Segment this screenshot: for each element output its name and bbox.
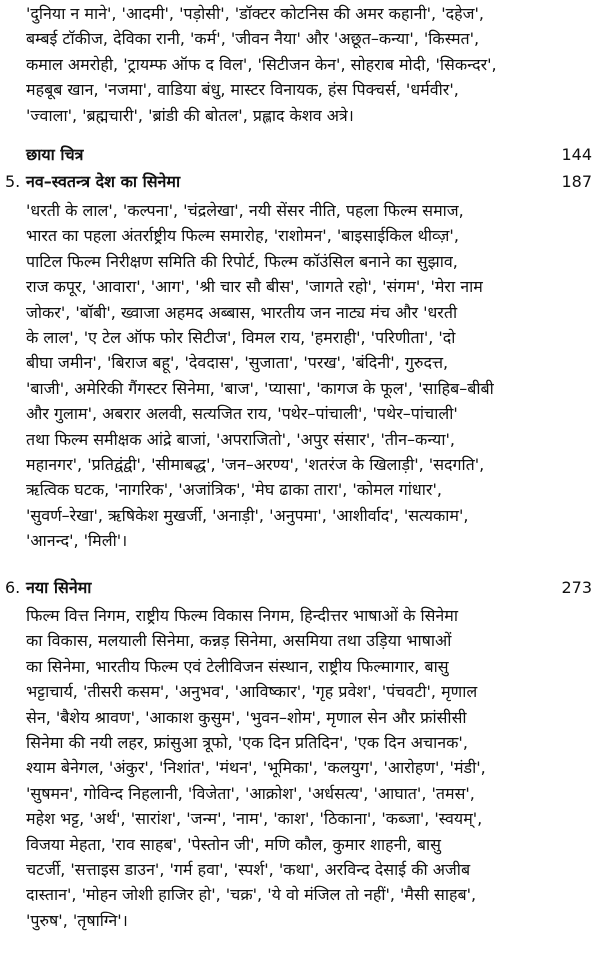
chapter-heading-6	[0, 576, 600, 600]
chapter-page-number: 187	[561, 172, 592, 191]
chapter-title: नव–स्वतन्त्र देश का सिनेमा	[26, 172, 181, 191]
chapter-6-body: फिल्म वित्त निगम, राष्ट्रीय फिल्म विकास निगम, हिन्दीत्तर भाषाओं के सिनेमा का विकास, मलयाली सिनेमा, कन्नड़ सिनेमा, असमिया तथा उड़िया भाषाओं का सिनेमा, भारतीय फिल्म एवं टेलीविजन संस्थान, राष्ट्रीय फिल्मागार, बासु भट्टाचार्य, 'तीसरी कसम', 'अनुभव', 'आविष्कार', 'गृह प्रवेश', 'पंचवटी', मृणाल सेन, 'बैशेय श्रावण', 'आकाश कुसुम', 'भुवन–शोम', मृणाल सेन और फ्रांसीसी सिनेमा की नयी लहर, फ्रांसुआ त्रूफो, 'एक दिन प्रतिदिन', 'एक दिन अचानक', श्याम बेनेगल, 'अंकुर', 'निशांत', 'मंथन', 'भूमिका', 'कलयुग', 'आरोहण', 'मंडी', 'सुषमन', गोविन्द निहलानी, 'विजेता', 'आक्रोश', 'अर्धसत्य', 'आघात', 'तमस', महेश भट्ट, 'अर्थ', 'सारांश', 'जन्म', 'नाम', 'काश', 'ठिकाना', 'कब्जा', 'स्वयम्', विजया मेहता, 'राव साहब', 'पेस्तोन जी', मणि कौल, कुमार शाहनी, बासु चटर्जी, 'सत्ताइस डाउन', 'गर्म हवा', 'स्पर्श', 'कथा', अरविन्द देसाई की अजीब दास्तान', 'मोहन जोशी हाजिर हो', 'चक्र', 'ये वो मंजिल तो नहीं', 'मैसी साहब', 'पुरुष', 'तृषाग्नि'।	[26, 606, 486, 930]
chapter-number: 5.	[5, 172, 21, 191]
intro-paragraph: 'दुनिया न माने', 'आदमी', 'पड़ोसी', 'डॉक्टर कोटनिस की अमर कहानी', 'दहेज', बम्बई टॉकीज, देविका रानी, 'कर्म', 'जीवन नैया' और 'अछूत–कन्या', 'किस्मत', कमाल अमरोही, 'ट्रायम्फ ऑफ द विल', 'सिटीजन केन', सोहराब मोदी, 'सिकन्दर', महबूब खान, 'नजमा', वाडिया बंधु, मास्टर विनायक, हंस पिक्चर्स, 'धर्मवीर', 'ज्वाला', 'ब्रह्मचारी', 'ब्रांडी की बोतल', प्रह्लाद केशव अत्रे।	[26, 4, 497, 125]
chapter-number: 6.	[5, 578, 21, 597]
chapter-heading-5	[0, 170, 600, 194]
chapter-page-number: 144	[561, 145, 592, 164]
chapter-page-number: 273	[561, 578, 592, 597]
chapter-title: छाया चित्र	[26, 145, 84, 164]
chapter-5-body: 'धरती के लाल', 'कल्पना', 'चंद्रलेखा', नयी सेंसर नीति, पहला फिल्म समाज, भारत का पहला अंतर्राष्ट्रीय फिल्म समारोह, 'राशोमन', 'बाइसाईकिल थीव्ज़', पाटिल फिल्म निरीक्षण समिति की रिपोर्ट, फिल्म कॉउंसिल बनाने का सुझाव, राज कपूर, 'आवारा', 'आग', 'श्री चार सौ बीस', 'जागते रहो', 'संगम', 'मेरा नाम जोकर', 'बॉबी', ख्वाजा अहमद अब्बास, भारतीय जन नाट्य मंच और 'धरती के लाल', 'ए टेल ऑफ फोर सिटीज', विमल राय, 'हमराही', 'परिणीता', 'दो बीघा जमीन', 'बिराज बहू', 'देवदास', 'सुजाता', 'परख', 'बंदिनी', गुरुदत्त, 'बाजी', अमेरिकी गैंगस्टर सिनेमा, 'बाज', 'प्यासा', 'कागज के फूल', 'साहिब–बीबी और गुलाम', अबरार अलवी, सत्यजित राय, 'पथेर–पांचाली', 'पथेर–पांचाली' तथा फिल्म समीक्षक आंद्रे बाजां, 'अपराजितो', 'अपुर संसार', 'तीन–कन्या', महानगर', 'प्रतिद्वंद्वी', 'सीमाबद्ध', 'जन–अरण्य', 'शतरंज के खिलाड़ी', 'सदगति', ऋत्विक घटक, 'नागरिक', 'अजांत्रिक', 'मेघ ढाका तारा', 'कोमल गांधार', 'सुवर्ण–रेखा', ऋषिकेश मुखर्जी, 'अनाड़ी', 'अनुपमा', 'आशीर्वाद', 'सत्यकाम', 'आनन्द', 'मिली'।	[26, 201, 494, 551]
chapter-title: नया सिनेमा	[26, 578, 92, 597]
chapter-heading-chhaya-chitra	[0, 143, 600, 167]
